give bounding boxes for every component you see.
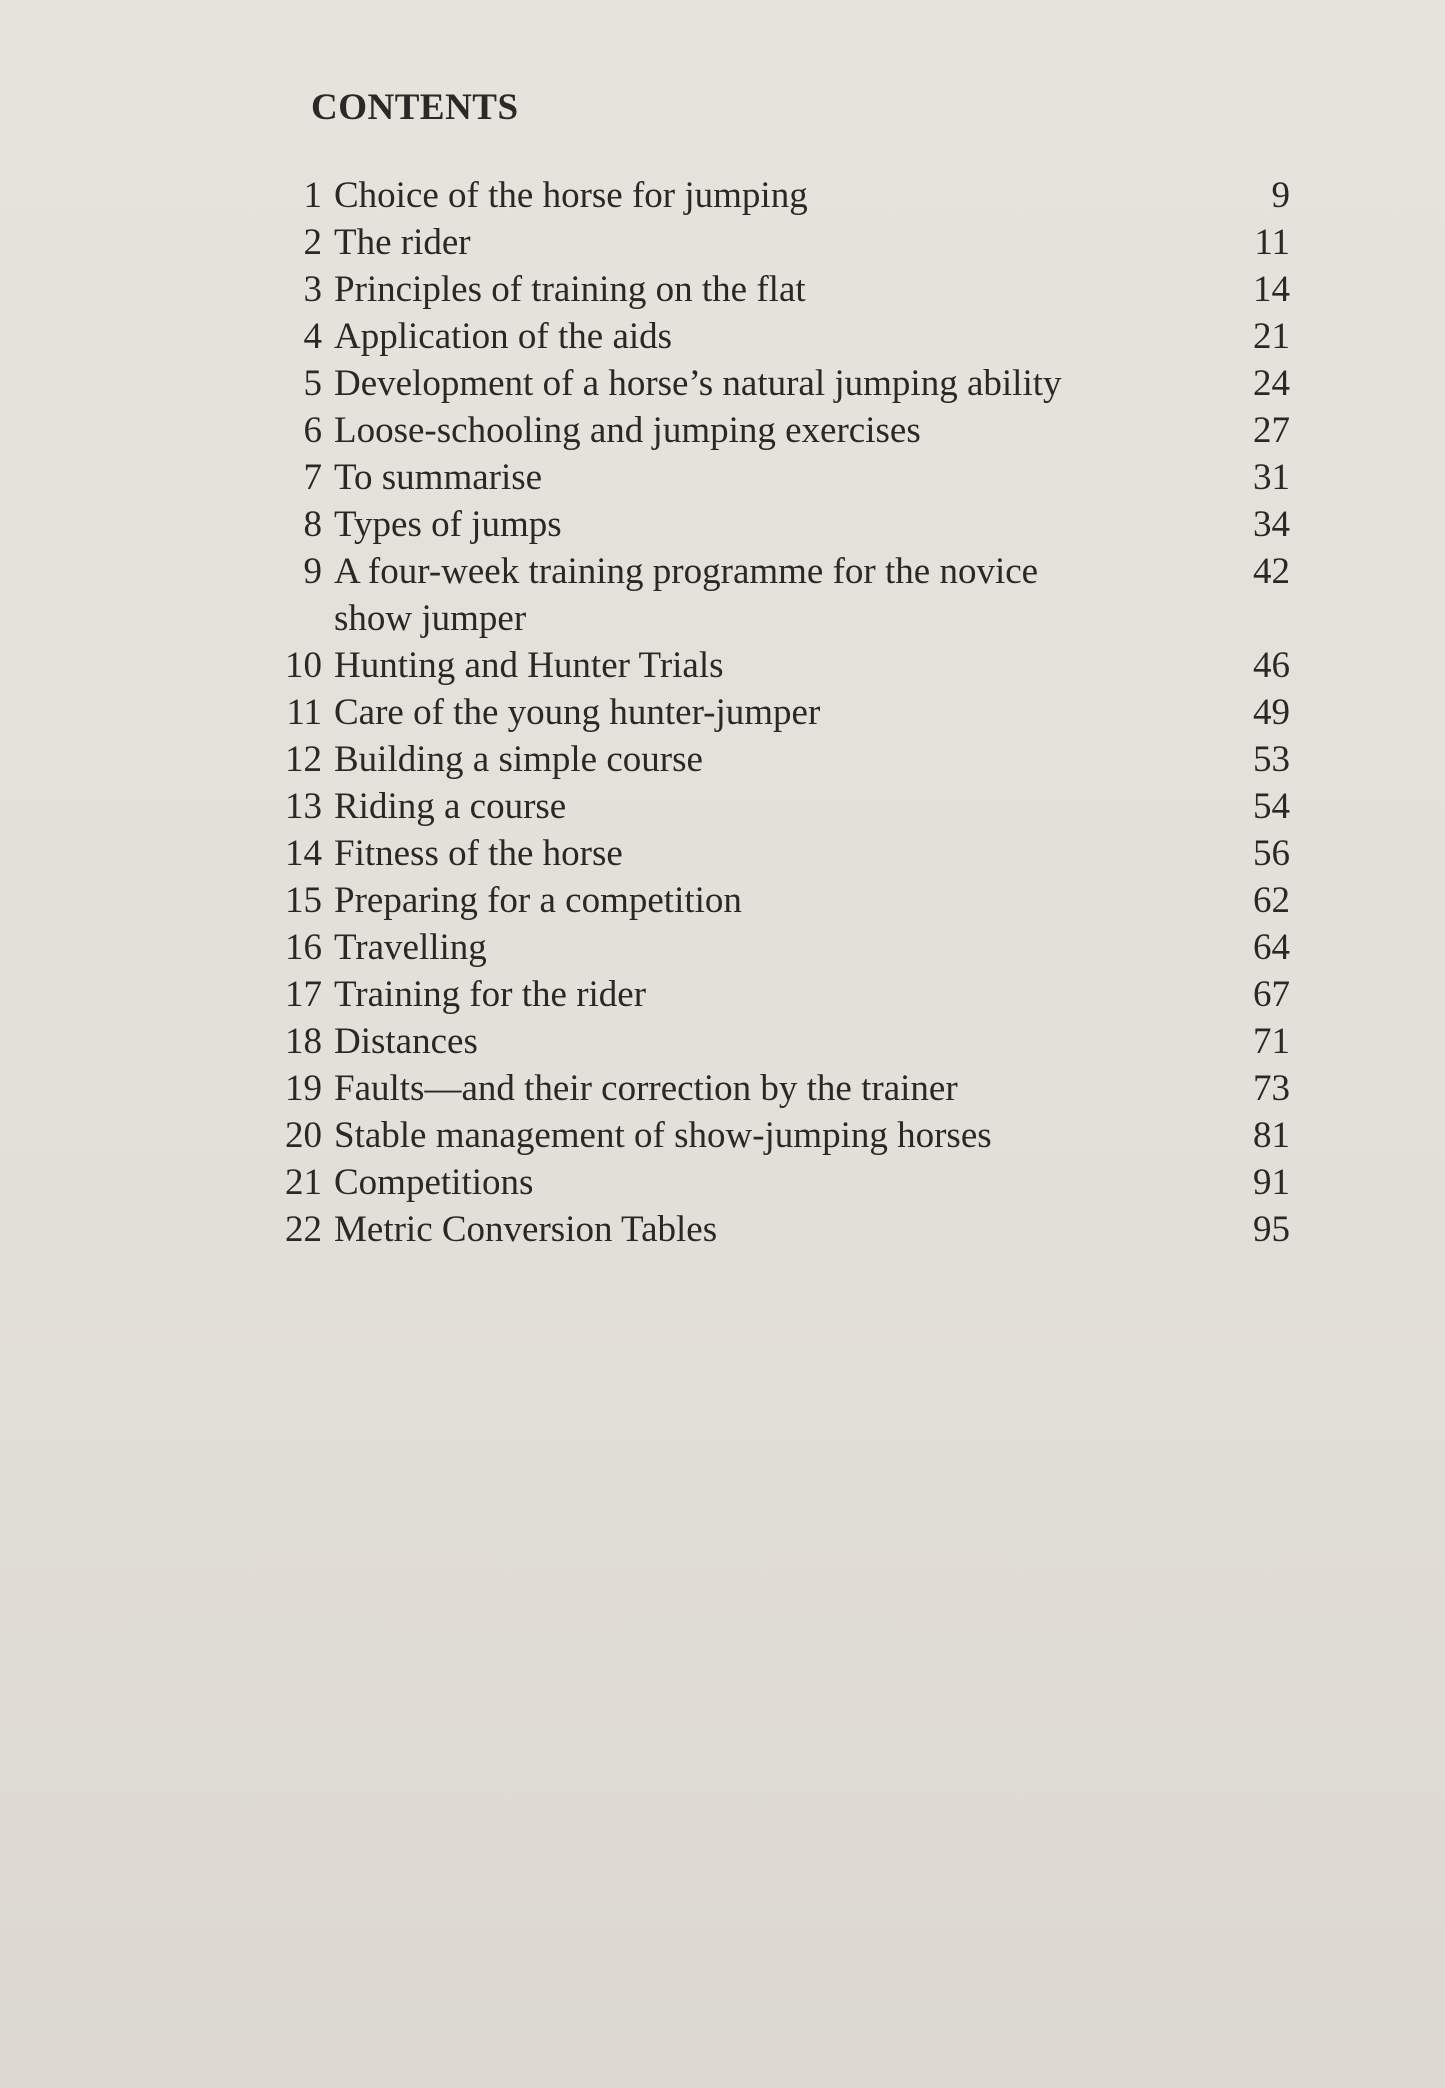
page-number: 14 [1253, 269, 1290, 310]
chapter-title [334, 172, 1154, 219]
toc-entry [270, 172, 1290, 219]
chapter-number: 20 [285, 1115, 322, 1156]
page-number: 71 [1253, 1021, 1290, 1062]
chapter-number: 4 [303, 316, 322, 357]
chapter-title [334, 1018, 1154, 1065]
chapter-title-continuation: show jumper [334, 598, 527, 639]
page-number: 91 [1253, 1162, 1290, 1203]
page-number: 46 [1253, 645, 1290, 686]
chapter-title-text: Metric Conversion Tables [334, 1209, 718, 1250]
chapter-title [334, 971, 1154, 1018]
chapter-title-text: Stable management of show-jumping horses [334, 1115, 992, 1156]
chapter-title [334, 736, 1154, 783]
chapter-title [334, 219, 1154, 266]
chapter-title-text: Choice of the horse for jumping [334, 175, 808, 216]
chapter-number: 10 [285, 645, 322, 686]
toc-entry [270, 360, 1290, 407]
toc-entry [270, 830, 1290, 877]
toc-entry [270, 548, 1290, 642]
page-number: 21 [1253, 316, 1290, 357]
toc-entry [270, 501, 1290, 548]
chapter-title-text: Riding a course [334, 786, 567, 827]
chapter-number: 5 [303, 363, 322, 404]
chapter-number: 8 [303, 504, 322, 545]
toc-entry [270, 971, 1290, 1018]
toc-entry [270, 783, 1290, 830]
chapter-title-text: Fitness of the horse [334, 833, 623, 874]
chapter-number: 21 [285, 1162, 322, 1203]
chapter-title-text: Building a simple course [334, 739, 703, 780]
chapter-title-text: Care of the young hunter-jumper [334, 692, 821, 733]
chapter-title-text: Faults—and their correction by the trainer [334, 1068, 958, 1109]
chapter-title-text: Preparing for a competition [334, 880, 742, 921]
page-number: 73 [1253, 1068, 1290, 1109]
toc-entry [270, 736, 1290, 783]
table-of-contents [270, 172, 1290, 1253]
chapter-title-text: A four-week training programme for the novice [334, 551, 1039, 592]
chapter-number: 2 [303, 222, 322, 263]
toc-entry [270, 642, 1290, 689]
chapter-number: 19 [285, 1068, 322, 1109]
page-number: 27 [1253, 410, 1290, 451]
toc-entry [270, 313, 1290, 360]
chapter-number: 11 [286, 692, 322, 733]
chapter-title-text: To summarise [334, 457, 543, 498]
toc-entry [270, 1018, 1290, 1065]
toc-entry [270, 1112, 1290, 1159]
page-number: 49 [1253, 692, 1290, 733]
chapter-title-text: Development of a horse’s natural jumping ability [334, 363, 1062, 404]
chapter-number: 17 [285, 974, 322, 1015]
page-number: 56 [1253, 833, 1290, 874]
page-number: 67 [1253, 974, 1290, 1015]
page-number: 31 [1253, 457, 1290, 498]
chapter-title [334, 1112, 1154, 1159]
toc-entry [270, 877, 1290, 924]
chapter-title [334, 548, 1154, 642]
chapter-title [334, 924, 1154, 971]
chapter-title [334, 454, 1154, 501]
toc-entry [270, 1065, 1290, 1112]
chapter-title-text: Principles of training on the flat [334, 269, 806, 310]
chapter-title [334, 642, 1154, 689]
chapter-title [334, 501, 1154, 548]
toc-entry [270, 1159, 1290, 1206]
chapter-title-text: Competitions [334, 1162, 534, 1203]
toc-entry [270, 266, 1290, 313]
toc-entry [270, 924, 1290, 971]
chapter-title [334, 1206, 1154, 1253]
chapter-number: 15 [285, 880, 322, 921]
chapter-title [334, 360, 1154, 407]
chapter-title [334, 830, 1154, 877]
chapter-number: 7 [303, 457, 322, 498]
chapter-number: 18 [285, 1021, 322, 1062]
chapter-title [334, 689, 1154, 736]
page-number: 11 [1254, 222, 1290, 263]
chapter-title-text: Loose-schooling and jumping exercises [334, 410, 921, 451]
page-number: 54 [1253, 786, 1290, 827]
chapter-number: 12 [285, 739, 322, 780]
chapter-title [334, 313, 1154, 360]
toc-entry [270, 407, 1290, 454]
page-number: 24 [1253, 363, 1290, 404]
page-number: 62 [1253, 880, 1290, 921]
chapter-title [334, 1065, 1154, 1112]
chapter-title-text: Distances [334, 1021, 478, 1062]
chapter-title-text: The rider [334, 222, 471, 263]
chapter-title-text: Travelling [334, 927, 487, 968]
toc-entry [270, 1206, 1290, 1253]
toc-entry [270, 689, 1290, 736]
chapter-number: 9 [303, 551, 322, 592]
chapter-number: 6 [303, 410, 322, 451]
chapter-number: 13 [285, 786, 322, 827]
chapter-title-text: Types of jumps [334, 504, 562, 545]
page-number: 9 [1271, 175, 1290, 216]
page-number: 42 [1253, 551, 1290, 592]
chapter-number: 1 [303, 175, 322, 216]
chapter-title [334, 877, 1154, 924]
chapter-title [334, 407, 1154, 454]
page-number: 95 [1253, 1209, 1290, 1250]
chapter-number: 16 [285, 927, 322, 968]
page-number: 53 [1253, 739, 1290, 780]
chapter-number: 22 [285, 1209, 322, 1250]
contents-heading: CONTENTS [311, 87, 519, 128]
chapter-title [334, 1159, 1154, 1206]
chapter-title [334, 266, 1154, 313]
chapter-title-text: Hunting and Hunter Trials [334, 645, 724, 686]
page-number: 34 [1253, 504, 1290, 545]
page-number: 81 [1253, 1115, 1290, 1156]
toc-entry [270, 454, 1290, 501]
chapter-number: 14 [285, 833, 322, 874]
chapter-number: 3 [303, 269, 322, 310]
chapter-title-text: Training for the rider [334, 974, 647, 1015]
page-number: 64 [1253, 927, 1290, 968]
toc-entry [270, 219, 1290, 266]
chapter-title-text: Application of the aids [334, 316, 673, 357]
chapter-title [334, 783, 1154, 830]
